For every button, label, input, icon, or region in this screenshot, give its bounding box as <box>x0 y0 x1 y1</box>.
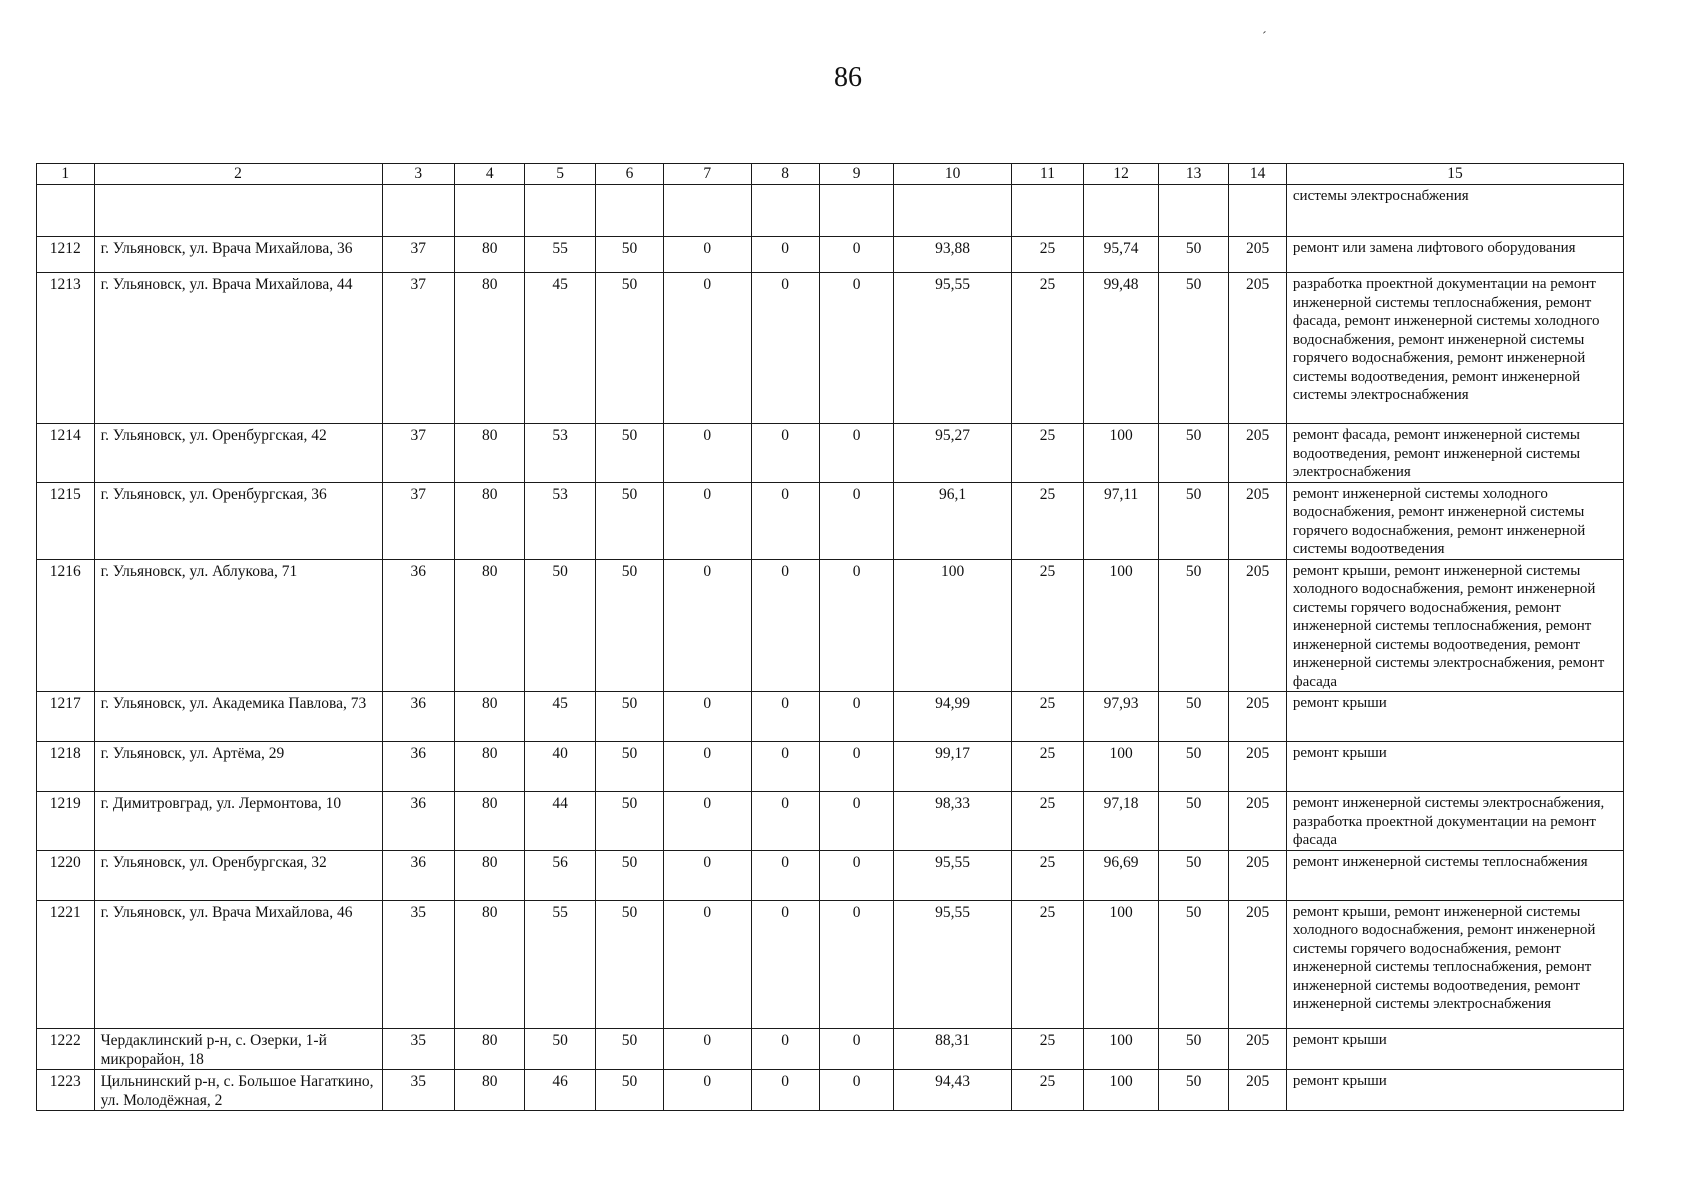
col-10-cell: 95,55 <box>894 850 1011 900</box>
col-11-cell: 25 <box>1011 424 1084 483</box>
col-3-cell: 35 <box>382 900 455 1028</box>
col-6-cell: 50 <box>595 850 663 900</box>
col-12-cell: 99,48 <box>1084 273 1159 424</box>
col-11-cell: 25 <box>1011 692 1084 742</box>
col-4-cell: 80 <box>455 742 525 792</box>
col-6-cell: 50 <box>595 237 663 273</box>
col-8-cell: 0 <box>751 850 819 900</box>
col-5-cell: 45 <box>525 273 595 424</box>
col-14-cell: 205 <box>1229 692 1287 742</box>
col-9-cell: 0 <box>819 424 894 483</box>
col-8-cell: 0 <box>751 900 819 1028</box>
col-13-cell: 50 <box>1158 1028 1228 1069</box>
row-number-cell: 1214 <box>37 424 95 483</box>
table-row <box>37 1069 1624 1110</box>
empty-cell <box>94 185 382 237</box>
empty-cell <box>751 185 819 237</box>
col-6-cell: 50 <box>595 559 663 692</box>
col-5-cell: 46 <box>525 1069 595 1110</box>
empty-cell <box>1229 185 1287 237</box>
col-10-cell: 99,17 <box>894 742 1011 792</box>
continuation-row <box>37 185 1624 237</box>
table-row <box>37 237 1624 273</box>
col-8-cell: 0 <box>751 1028 819 1069</box>
empty-cell <box>525 185 595 237</box>
address-cell: г. Ульяновск, ул. Оренбургская, 42 <box>94 424 382 483</box>
col-9-cell: 0 <box>819 900 894 1028</box>
col-8-cell: 0 <box>751 742 819 792</box>
col-13-cell: 50 <box>1158 742 1228 792</box>
work-description-cell: ремонт крыши, ремонт инженерной системы холодного водоснабжения, ремонт инженерной системы горячего водоснабжения, ремонт инженерной системы теплоснабжения, ремонт инженерной системы водоотведения, ремонт инженерной системы электроснабжения <box>1286 900 1623 1028</box>
col-13-cell: 50 <box>1158 692 1228 742</box>
col-7-cell: 0 <box>664 1028 751 1069</box>
work-description-cell: ремонт крыши <box>1286 1069 1623 1110</box>
address-cell: г. Димитровград, ул. Лермонтова, 10 <box>94 792 382 851</box>
col-5-cell: 55 <box>525 900 595 1028</box>
column-header: 5 <box>525 164 595 185</box>
empty-cell <box>595 185 663 237</box>
work-description-cell: ремонт инженерной системы теплоснабжения <box>1286 850 1623 900</box>
col-8-cell: 0 <box>751 559 819 692</box>
table-row <box>37 692 1624 742</box>
col-11-cell: 25 <box>1011 559 1084 692</box>
table-row <box>37 792 1624 851</box>
col-4-cell: 80 <box>455 1028 525 1069</box>
table-row <box>37 482 1624 559</box>
work-description-continued: системы электроснабжения <box>1286 185 1623 237</box>
col-12-cell: 100 <box>1084 900 1159 1028</box>
col-7-cell: 0 <box>664 273 751 424</box>
col-7-cell: 0 <box>664 792 751 851</box>
col-3-cell: 37 <box>382 482 455 559</box>
col-7-cell: 0 <box>664 237 751 273</box>
col-14-cell: 205 <box>1229 850 1287 900</box>
address-cell: Цильнинский р-н, с. Большое Нагаткино, ул. Молодёжная, 2 <box>94 1069 382 1110</box>
table-row <box>37 850 1624 900</box>
work-description-cell: разработка проектной документации на ремонт инженерной системы теплоснабжения, ремонт фасада, ремонт инженерной системы холодного водоснабжения, ремонт инженерной системы горячего водоснабжения, ремонт инженерной системы водоотведения, ремонт инженерной системы электроснабжения <box>1286 273 1623 424</box>
col-6-cell: 50 <box>595 692 663 742</box>
row-number-cell: 1219 <box>37 792 95 851</box>
col-13-cell: 50 <box>1158 1069 1228 1110</box>
col-5-cell: 50 <box>525 1028 595 1069</box>
col-10-cell: 93,88 <box>894 237 1011 273</box>
col-7-cell: 0 <box>664 559 751 692</box>
col-12-cell: 100 <box>1084 559 1159 692</box>
col-11-cell: 25 <box>1011 742 1084 792</box>
col-4-cell: 80 <box>455 900 525 1028</box>
address-cell: Чердаклинский р-н, с. Озерки, 1-й микрорайон, 18 <box>94 1028 382 1069</box>
empty-cell <box>894 185 1011 237</box>
col-8-cell: 0 <box>751 1069 819 1110</box>
empty-cell <box>1158 185 1228 237</box>
empty-cell <box>455 185 525 237</box>
col-12-cell: 100 <box>1084 424 1159 483</box>
row-number-cell: 1217 <box>37 692 95 742</box>
col-11-cell: 25 <box>1011 792 1084 851</box>
col-9-cell: 0 <box>819 850 894 900</box>
col-11-cell: 25 <box>1011 237 1084 273</box>
column-header: 2 <box>94 164 382 185</box>
col-13-cell: 50 <box>1158 850 1228 900</box>
col-3-cell: 36 <box>382 850 455 900</box>
col-12-cell: 100 <box>1084 742 1159 792</box>
address-cell: г. Ульяновск, ул. Врача Михайлова, 44 <box>94 273 382 424</box>
col-10-cell: 98,33 <box>894 792 1011 851</box>
address-cell: г. Ульяновск, ул. Академика Павлова, 73 <box>94 692 382 742</box>
table-row <box>37 559 1624 692</box>
col-14-cell: 205 <box>1229 559 1287 692</box>
col-8-cell: 0 <box>751 424 819 483</box>
scan-mark: ˊ <box>1262 30 1267 45</box>
col-7-cell: 0 <box>664 482 751 559</box>
work-description-cell: ремонт фасада, ремонт инженерной системы водоотведения, ремонт инженерной системы электроснабжения <box>1286 424 1623 483</box>
col-12-cell: 95,74 <box>1084 237 1159 273</box>
column-header: 12 <box>1084 164 1159 185</box>
table-row <box>37 900 1624 1028</box>
col-6-cell: 50 <box>595 424 663 483</box>
col-14-cell: 205 <box>1229 273 1287 424</box>
row-number-cell: 1213 <box>37 273 95 424</box>
address-cell: г. Ульяновск, ул. Оренбургская, 32 <box>94 850 382 900</box>
column-header: 10 <box>894 164 1011 185</box>
col-10-cell: 94,99 <box>894 692 1011 742</box>
col-6-cell: 50 <box>595 742 663 792</box>
address-cell: г. Ульяновск, ул. Аблукова, 71 <box>94 559 382 692</box>
work-description-cell: ремонт крыши <box>1286 692 1623 742</box>
registry-table <box>36 163 1624 1111</box>
col-13-cell: 50 <box>1158 273 1228 424</box>
row-number-cell: 1215 <box>37 482 95 559</box>
row-number-cell: 1212 <box>37 237 95 273</box>
column-header: 13 <box>1158 164 1228 185</box>
table-row <box>37 742 1624 792</box>
col-14-cell: 205 <box>1229 792 1287 851</box>
col-9-cell: 0 <box>819 559 894 692</box>
col-5-cell: 40 <box>525 742 595 792</box>
col-6-cell: 50 <box>595 900 663 1028</box>
col-5-cell: 53 <box>525 424 595 483</box>
work-description-cell: ремонт крыши <box>1286 1028 1623 1069</box>
col-6-cell: 50 <box>595 1069 663 1110</box>
col-14-cell: 205 <box>1229 900 1287 1028</box>
column-header: 3 <box>382 164 455 185</box>
col-8-cell: 0 <box>751 482 819 559</box>
col-13-cell: 50 <box>1158 482 1228 559</box>
col-3-cell: 37 <box>382 237 455 273</box>
col-5-cell: 44 <box>525 792 595 851</box>
col-14-cell: 205 <box>1229 1028 1287 1069</box>
address-cell: г. Ульяновск, ул. Врача Михайлова, 36 <box>94 237 382 273</box>
address-cell: г. Ульяновск, ул. Оренбургская, 36 <box>94 482 382 559</box>
col-13-cell: 50 <box>1158 792 1228 851</box>
col-3-cell: 37 <box>382 273 455 424</box>
col-14-cell: 205 <box>1229 1069 1287 1110</box>
col-13-cell: 50 <box>1158 559 1228 692</box>
column-number-row <box>37 164 1624 185</box>
col-9-cell: 0 <box>819 1028 894 1069</box>
col-10-cell: 94,43 <box>894 1069 1011 1110</box>
col-6-cell: 50 <box>595 482 663 559</box>
col-8-cell: 0 <box>751 692 819 742</box>
column-header: 15 <box>1286 164 1623 185</box>
column-header: 7 <box>664 164 751 185</box>
address-cell: г. Ульяновск, ул. Врача Михайлова, 46 <box>94 900 382 1028</box>
col-5-cell: 56 <box>525 850 595 900</box>
col-12-cell: 100 <box>1084 1028 1159 1069</box>
row-number-cell: 1223 <box>37 1069 95 1110</box>
col-4-cell: 80 <box>455 273 525 424</box>
col-14-cell: 205 <box>1229 482 1287 559</box>
col-11-cell: 25 <box>1011 850 1084 900</box>
work-description-cell: ремонт инженерной системы электроснабжения, разработка проектной документации на ремонт фасада <box>1286 792 1623 851</box>
col-11-cell: 25 <box>1011 1028 1084 1069</box>
col-8-cell: 0 <box>751 792 819 851</box>
col-14-cell: 205 <box>1229 742 1287 792</box>
col-6-cell: 50 <box>595 1028 663 1069</box>
row-number-cell: 1218 <box>37 742 95 792</box>
empty-cell <box>1084 185 1159 237</box>
col-7-cell: 0 <box>664 424 751 483</box>
col-7-cell: 0 <box>664 692 751 742</box>
column-header: 4 <box>455 164 525 185</box>
table-row <box>37 273 1624 424</box>
col-5-cell: 45 <box>525 692 595 742</box>
col-5-cell: 53 <box>525 482 595 559</box>
col-9-cell: 0 <box>819 237 894 273</box>
col-9-cell: 0 <box>819 742 894 792</box>
address-cell: г. Ульяновск, ул. Артёма, 29 <box>94 742 382 792</box>
col-4-cell: 80 <box>455 692 525 742</box>
empty-cell <box>819 185 894 237</box>
work-description-cell: ремонт крыши <box>1286 742 1623 792</box>
col-10-cell: 95,55 <box>894 273 1011 424</box>
col-3-cell: 36 <box>382 792 455 851</box>
empty-cell <box>37 185 95 237</box>
work-description-cell: ремонт крыши, ремонт инженерной системы холодного водоснабжения, ремонт инженерной системы горячего водоснабжения, ремонт инженерной системы теплоснабжения, ремонт инженерной системы водоотведения, ремонт инженерной системы электроснабжения, ремонт фасада <box>1286 559 1623 692</box>
col-8-cell: 0 <box>751 273 819 424</box>
col-6-cell: 50 <box>595 273 663 424</box>
col-13-cell: 50 <box>1158 237 1228 273</box>
col-10-cell: 100 <box>894 559 1011 692</box>
col-3-cell: 36 <box>382 559 455 692</box>
col-9-cell: 0 <box>819 692 894 742</box>
column-header: 6 <box>595 164 663 185</box>
col-10-cell: 88,31 <box>894 1028 1011 1069</box>
col-4-cell: 80 <box>455 559 525 692</box>
col-3-cell: 35 <box>382 1069 455 1110</box>
column-header: 14 <box>1229 164 1287 185</box>
col-3-cell: 36 <box>382 742 455 792</box>
col-9-cell: 0 <box>819 273 894 424</box>
col-6-cell: 50 <box>595 792 663 851</box>
col-11-cell: 25 <box>1011 273 1084 424</box>
col-11-cell: 25 <box>1011 900 1084 1028</box>
col-12-cell: 97,93 <box>1084 692 1159 742</box>
empty-cell <box>382 185 455 237</box>
col-9-cell: 0 <box>819 1069 894 1110</box>
col-14-cell: 205 <box>1229 424 1287 483</box>
col-10-cell: 95,27 <box>894 424 1011 483</box>
col-12-cell: 97,18 <box>1084 792 1159 851</box>
col-4-cell: 80 <box>455 237 525 273</box>
col-4-cell: 80 <box>455 482 525 559</box>
col-5-cell: 50 <box>525 559 595 692</box>
col-5-cell: 55 <box>525 237 595 273</box>
row-number-cell: 1216 <box>37 559 95 692</box>
col-12-cell: 100 <box>1084 1069 1159 1110</box>
work-description-cell: ремонт инженерной системы холодного водоснабжения, ремонт инженерной системы горячего водоснабжения, ремонт инженерной системы водоотведения <box>1286 482 1623 559</box>
col-7-cell: 0 <box>664 1069 751 1110</box>
col-7-cell: 0 <box>664 742 751 792</box>
col-13-cell: 50 <box>1158 424 1228 483</box>
col-4-cell: 80 <box>455 424 525 483</box>
col-3-cell: 35 <box>382 1028 455 1069</box>
col-7-cell: 0 <box>664 900 751 1028</box>
col-9-cell: 0 <box>819 482 894 559</box>
col-8-cell: 0 <box>751 237 819 273</box>
row-number-cell: 1221 <box>37 900 95 1028</box>
empty-cell <box>1011 185 1084 237</box>
row-number-cell: 1222 <box>37 1028 95 1069</box>
column-header: 8 <box>751 164 819 185</box>
col-9-cell: 0 <box>819 792 894 851</box>
col-7-cell: 0 <box>664 850 751 900</box>
column-header: 9 <box>819 164 894 185</box>
col-10-cell: 96,1 <box>894 482 1011 559</box>
column-header: 1 <box>37 164 95 185</box>
col-10-cell: 95,55 <box>894 900 1011 1028</box>
col-11-cell: 25 <box>1011 482 1084 559</box>
empty-cell <box>664 185 751 237</box>
col-4-cell: 80 <box>455 1069 525 1110</box>
col-3-cell: 37 <box>382 424 455 483</box>
col-12-cell: 97,11 <box>1084 482 1159 559</box>
page-number: 86 <box>834 62 862 93</box>
table-row <box>37 424 1624 483</box>
col-4-cell: 80 <box>455 792 525 851</box>
col-11-cell: 25 <box>1011 1069 1084 1110</box>
column-header: 11 <box>1011 164 1084 185</box>
col-12-cell: 96,69 <box>1084 850 1159 900</box>
table-row <box>37 1028 1624 1069</box>
col-14-cell: 205 <box>1229 237 1287 273</box>
col-4-cell: 80 <box>455 850 525 900</box>
work-description-cell: ремонт или замена лифтового оборудования <box>1286 237 1623 273</box>
col-13-cell: 50 <box>1158 900 1228 1028</box>
row-number-cell: 1220 <box>37 850 95 900</box>
col-3-cell: 36 <box>382 692 455 742</box>
